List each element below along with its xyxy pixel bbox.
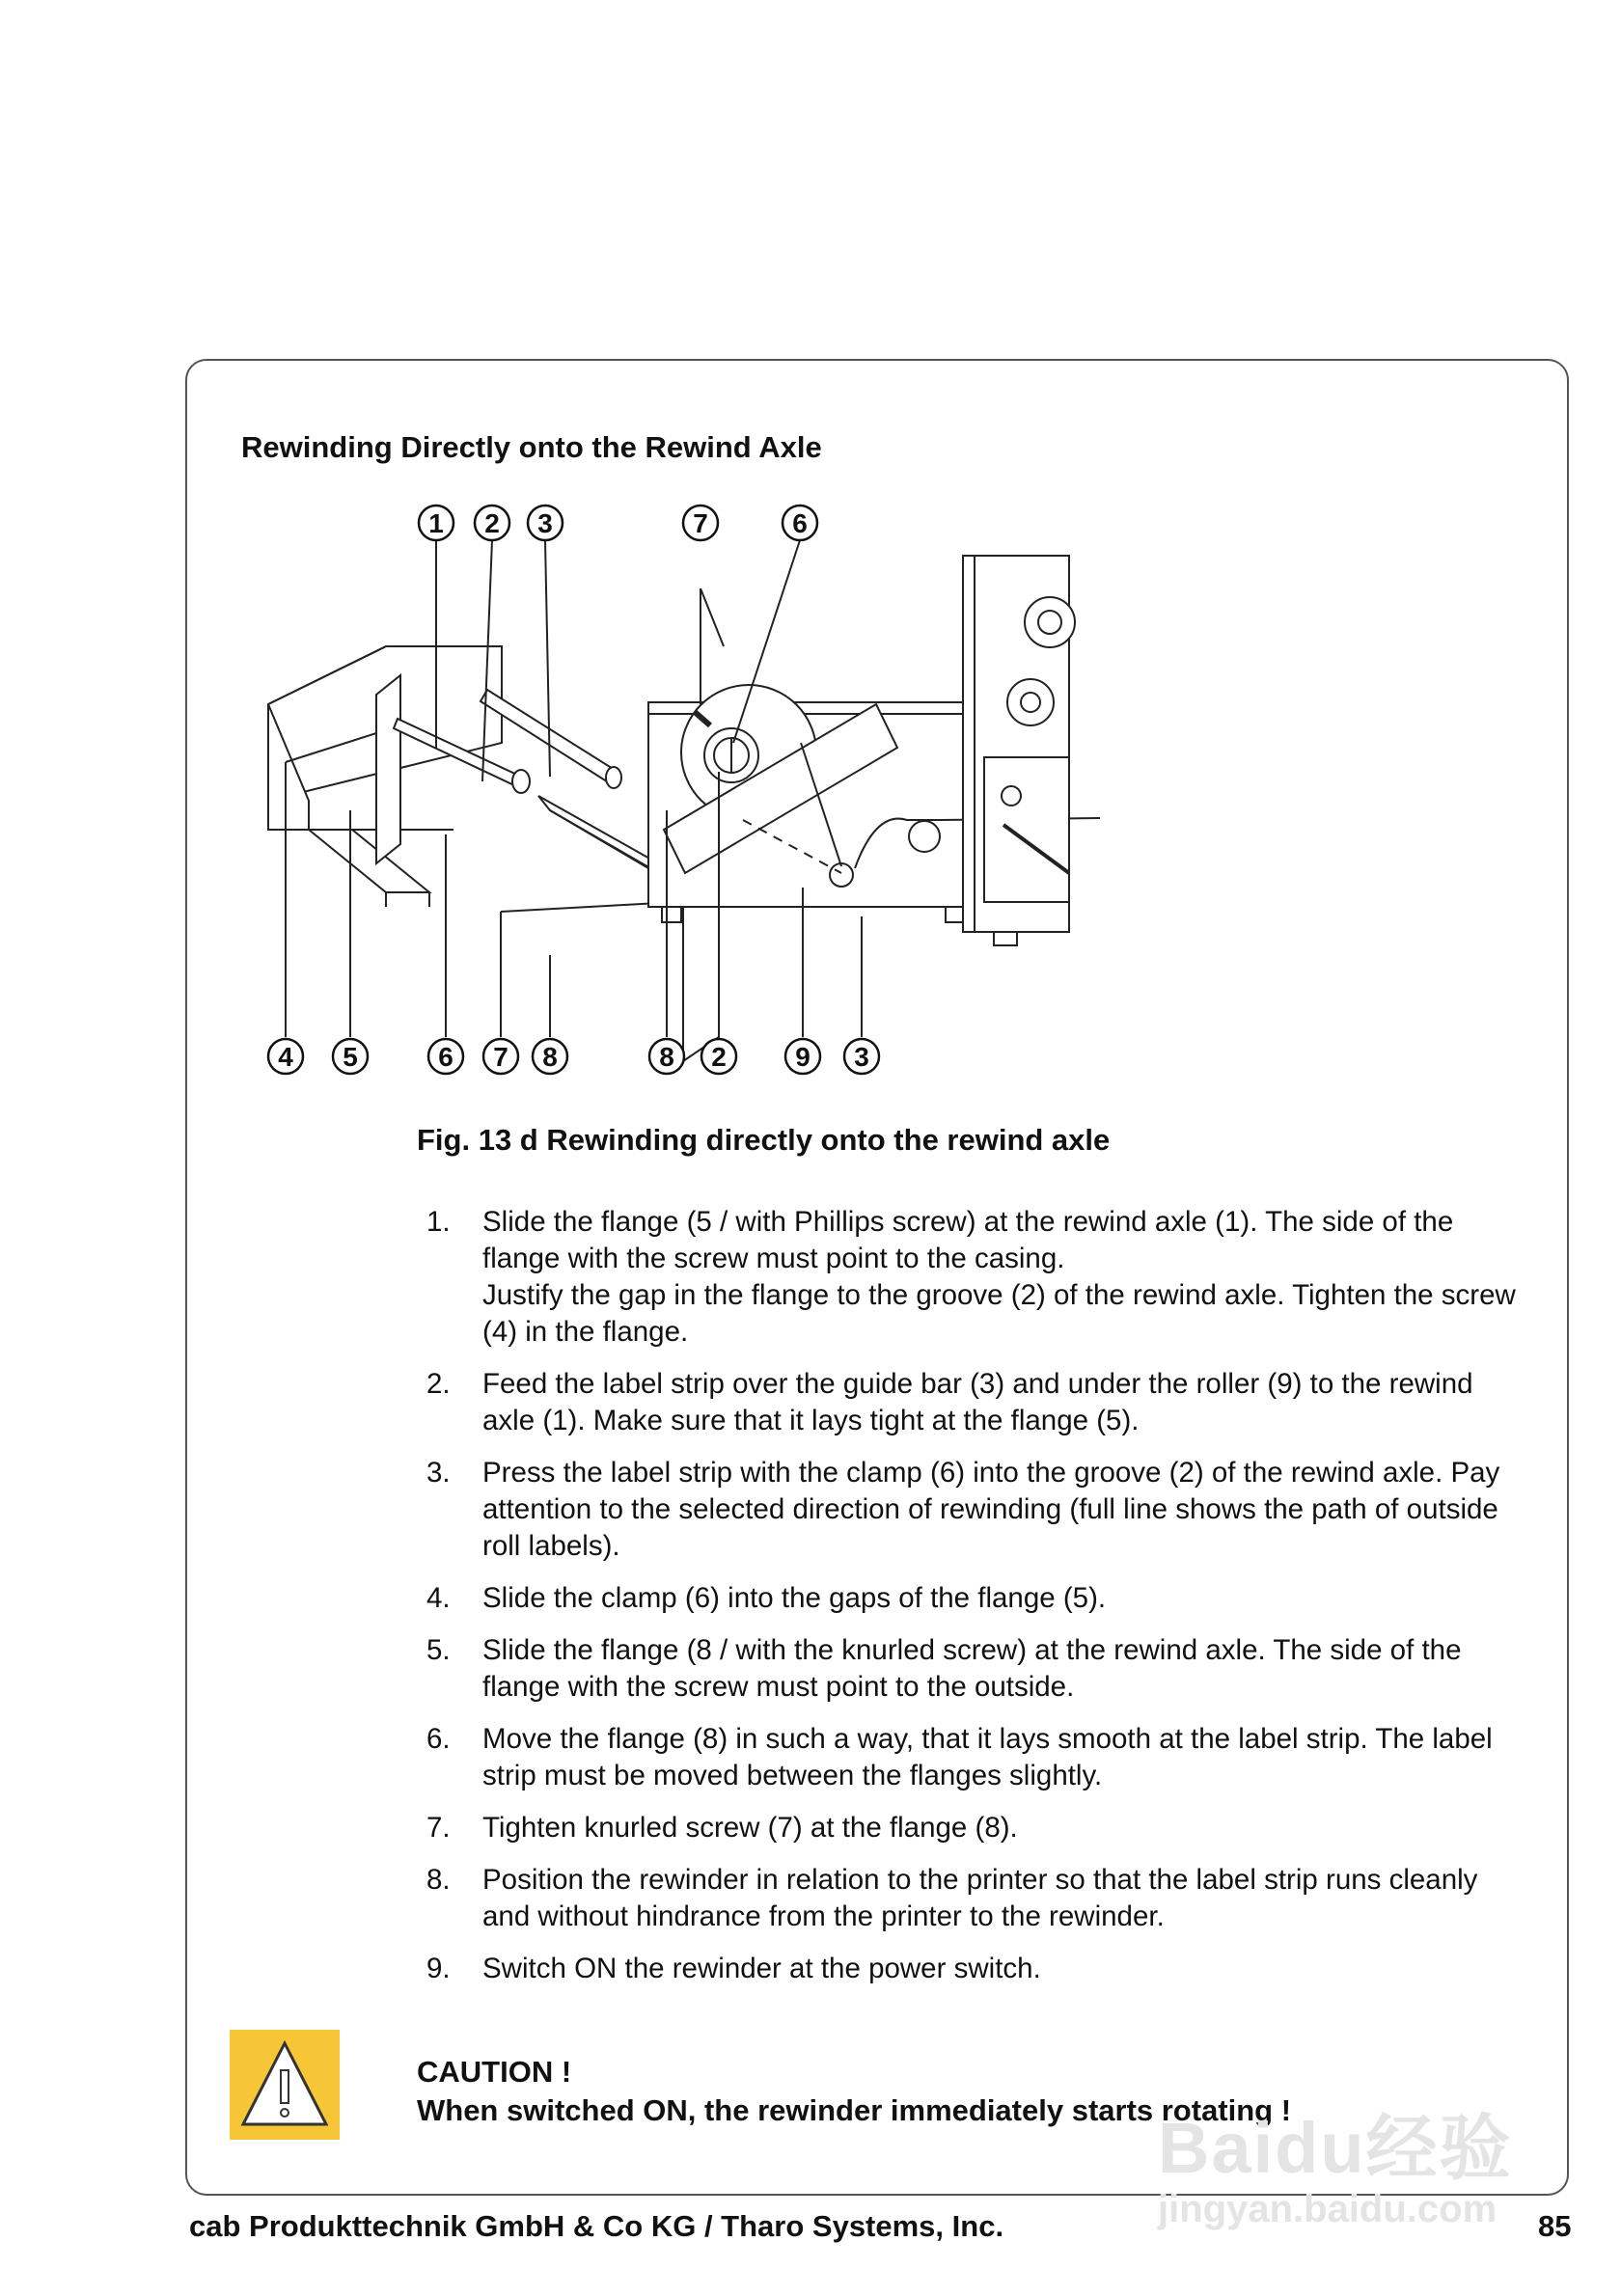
callout-circle bbox=[649, 1039, 684, 1074]
list-item bbox=[417, 1455, 1526, 1565]
list-item bbox=[417, 1366, 1526, 1439]
svg-text:6: 6 bbox=[438, 1042, 453, 1072]
step-text-continued: Justify the gap in the flange to the groove (2) of the rewind axle. Tighten the screw (4) in the flange. bbox=[482, 1279, 1516, 1348]
step-text: Press the label strip with the clamp (6) into the groove (2) of the rewind axle. Pay attention to the selected direction of rewinding (full line shows the path of outside roll labels). bbox=[482, 1457, 1500, 1562]
callout-circle bbox=[483, 1039, 518, 1074]
step-text: Tighten knurled screw (7) at the flange (8). bbox=[482, 1812, 1018, 1844]
watermark-url: jingyan.baidu.com bbox=[1158, 2188, 1497, 2230]
list-item bbox=[417, 1721, 1526, 1794]
callout-circle bbox=[333, 1039, 368, 1074]
svg-text:3: 3 bbox=[537, 508, 553, 538]
step-number: 6. bbox=[426, 1723, 451, 1755]
svg-text:2: 2 bbox=[484, 508, 500, 538]
svg-text:3: 3 bbox=[854, 1042, 869, 1072]
callout-circle bbox=[783, 506, 817, 540]
caution-title: CAUTION ! bbox=[417, 2055, 572, 2089]
list-item bbox=[417, 1951, 1526, 1987]
list-item bbox=[417, 1862, 1526, 1935]
callout-circle bbox=[475, 506, 509, 540]
step-text: Slide the flange (8 / with the knurled screw) at the rewind axle. The side of the flange with the screw must point to the outside. bbox=[482, 1634, 1462, 1703]
step-text: Switch ON the rewinder at the power switch. bbox=[482, 1953, 1041, 1984]
svg-text:9: 9 bbox=[795, 1042, 810, 1072]
list-item bbox=[417, 1810, 1526, 1846]
svg-text:5: 5 bbox=[343, 1042, 358, 1072]
callout-circle bbox=[419, 506, 453, 540]
step-number: 9. bbox=[426, 1953, 451, 1984]
step-number: 3. bbox=[426, 1457, 451, 1489]
section-title: Rewinding Directly onto the Rewind Axle bbox=[241, 430, 822, 464]
printer-drawing bbox=[963, 556, 1075, 945]
callout-circle bbox=[268, 1039, 303, 1074]
step-number: 4. bbox=[426, 1582, 451, 1614]
callout-circle bbox=[701, 1039, 736, 1074]
step-text: Feed the label strip over the guide bar (3) and under the roller (9) to the rewind axle (1). Make sure that it lays tight at the flange (5). bbox=[482, 1368, 1473, 1436]
svg-text:7: 7 bbox=[493, 1042, 508, 1072]
callouts-left-top bbox=[419, 506, 563, 540]
footer-company: cab Produkttechnik GmbH & Co KG / Tharo Systems, Inc. bbox=[189, 2209, 1004, 2243]
step-number: 5. bbox=[426, 1634, 451, 1666]
step-text: Move the flange (8) in such a way, that it lays smooth at the label strip. The label strip must be moved between the flanges slightly. bbox=[482, 1723, 1493, 1791]
svg-text:8: 8 bbox=[659, 1042, 674, 1072]
callout-circle bbox=[683, 506, 718, 540]
svg-text:2: 2 bbox=[711, 1042, 727, 1072]
step-text: Slide the clamp (6) into the gaps of the flange (5). bbox=[482, 1582, 1107, 1614]
list-item bbox=[417, 1632, 1526, 1706]
svg-text:4: 4 bbox=[278, 1042, 293, 1072]
svg-text:1: 1 bbox=[428, 508, 444, 538]
step-number: 1. bbox=[426, 1206, 451, 1238]
callouts-right-top bbox=[683, 506, 817, 540]
callout-circle bbox=[528, 506, 563, 540]
figure-caption: Fig. 13 d Rewinding directly onto the rewind axle bbox=[417, 1123, 1111, 1157]
step-text: Slide the flange (5 / with Phillips screw) at the rewind axle (1). The side of the flange with the screw must point to the casing. bbox=[482, 1206, 1454, 1274]
step-number: 7. bbox=[426, 1812, 451, 1844]
list-item bbox=[417, 1580, 1526, 1617]
page-number: 85 bbox=[1538, 2209, 1572, 2243]
figure-13d bbox=[232, 502, 1515, 1080]
callouts-left-bottom bbox=[268, 1039, 567, 1074]
step-number: 2. bbox=[426, 1368, 451, 1400]
svg-text:7: 7 bbox=[693, 508, 708, 538]
list-item bbox=[417, 1204, 1526, 1351]
instruction-list bbox=[417, 1204, 1526, 2003]
caution-text: When switched ON, the rewinder immediately starts rotating ! bbox=[417, 2093, 1292, 2127]
step-number: 8. bbox=[426, 1864, 451, 1896]
callout-circle bbox=[428, 1039, 463, 1074]
callout-circle bbox=[785, 1039, 820, 1074]
svg-text:8: 8 bbox=[542, 1042, 558, 1072]
svg-text:6: 6 bbox=[792, 508, 808, 538]
callout-circle bbox=[844, 1039, 879, 1074]
callout-circle bbox=[533, 1039, 567, 1074]
warning-icon bbox=[230, 2030, 340, 2140]
step-text: Position the rewinder in relation to the printer so that the label strip runs cleanly and without hindrance from the printer to the rewinder. bbox=[482, 1864, 1478, 1932]
watermark-brand: Baidu经验 bbox=[1158, 2108, 1513, 2188]
